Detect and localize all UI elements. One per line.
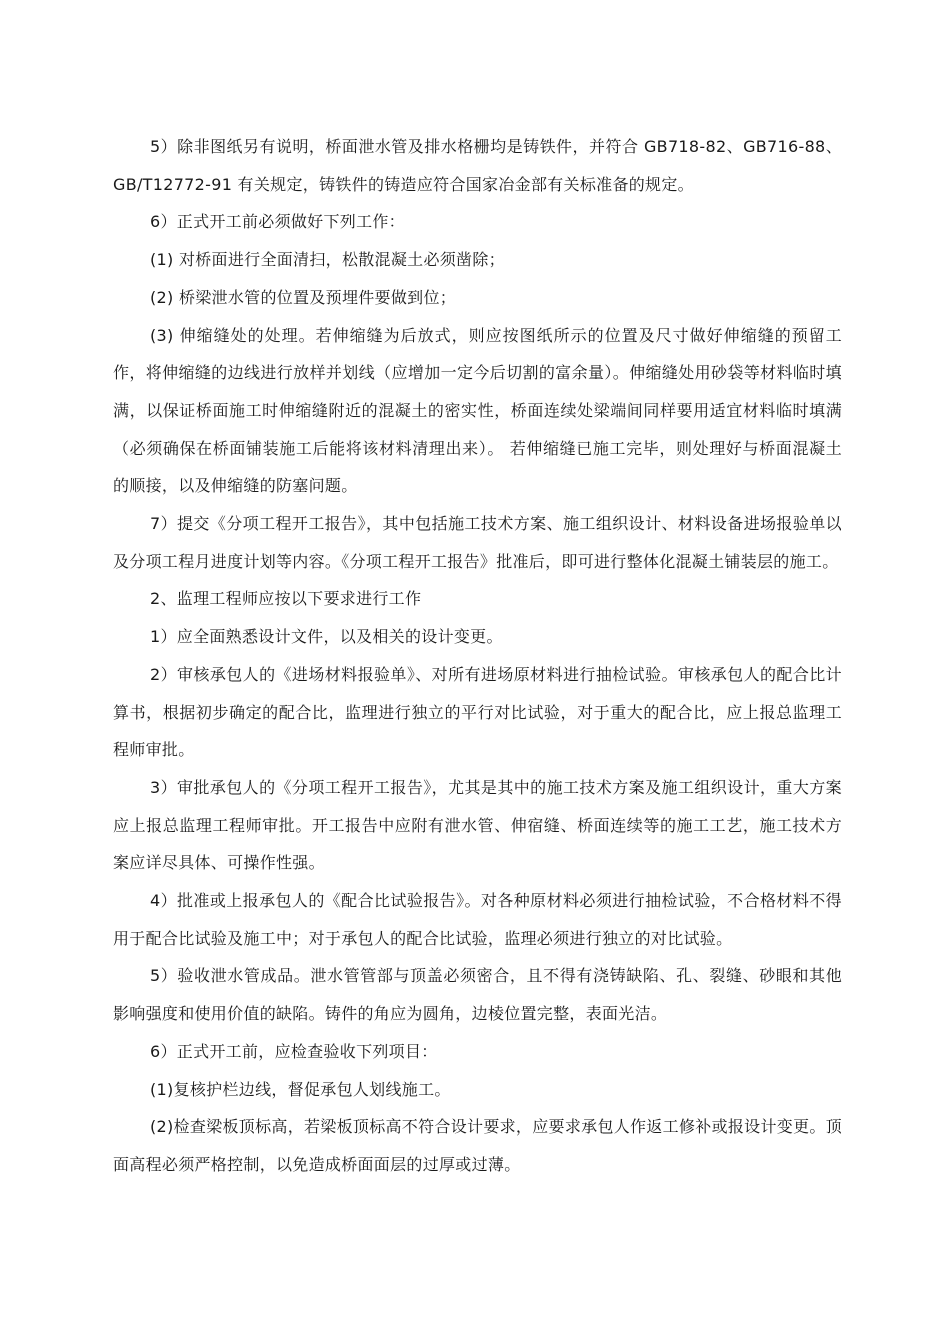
paragraph-item-6-pre-construction-work: 6）正式开工前必须做好下列工作： <box>150 212 405 232</box>
document-body <box>113 128 842 1184</box>
paragraph-supervisor-subitem-2: (2)检查梁板顶标高，若梁板顶标高不符合设计要求，应要求承包人作返工修补或报设计变更。顶面高程必须严格控制，以免造成桥面面层的过厚或过薄。 <box>113 1117 842 1174</box>
paragraph-item-7-start-report: 7）提交《分项工程开工报告》，其中包括施工技术方案、施工组织设计、材料设备进场报验单以及分项工程月进度计划等内容。《分项工程开工报告》批准后，即可进行整体化混凝土铺装层的施工。 <box>113 514 842 571</box>
paragraph-supervisor-item-4: 4）批准或上报承包人的《配合比试验报告》。对各种原材料必须进行抽检试验，不合格材料不得用于配合比试验及施工中；对于承包人的配合比试验，监理必须进行独立的对比试验。 <box>113 891 842 948</box>
paragraph-supervisor-item-2: 2）审核承包人的《进场材料报验单》、对所有进场原材料进行抽检试验。审核承包人的配合比计算书，根据初步确定的配合比，监理进行独立的平行对比试验，对于重大的配合比，应上报总监理工程师审批。 <box>113 664 842 760</box>
paragraph-supervisor-item-6: 6）正式开工前，应检查验收下列项目： <box>150 1041 438 1061</box>
paragraph-subitem-3-expansion-joints: (3) 伸缩缝处的处理。若伸缩缝为后放式，则应按图纸所示的位置及尺寸做好伸缩缝的预留工作，将伸缩缝的边线进行放样并划线（应增加一定今后切割的富余量）。伸缩缝处用砂袋等材料临时填满，以保证桥面施工时伸缩缝附近的混凝土的密实性，桥面连续处梁端间同样要用适宜材料临时填满（必须确保在桥面铺装施工后能将该材料清理出来）。 若伸缩缝已施工完毕，则处理好与桥面混凝土的顺接，以及伸缩缝的防塞问题。 <box>113 325 842 496</box>
paragraph-supervisor-subitem-1: (1)复核护栏边线，督促承包人划线施工。 <box>150 1079 451 1099</box>
paragraph-subitem-2-drain-pipes: (2) 桥梁泄水管的位置及预埋件要做到位； <box>150 287 457 307</box>
section-heading-supervisor-requirements: 2、监理工程师应按以下要求进行工作 <box>150 589 422 609</box>
paragraph-item-5-drainage-castings: 5）除非图纸另有说明，桥面泄水管及排水格栅均是铸铁件，并符合 GB718-82、GB716-88、GB/T12772-91 有关规定，铸铁件的铸造应符合国家冶金部有关标准备的规定。 <box>113 137 842 194</box>
paragraph-subitem-1-cleaning: (1) 对桥面进行全面清扫，松散混凝土必须凿除； <box>150 250 505 270</box>
paragraph-supervisor-item-5: 5）验收泄水管成品。泄水管管部与顶盖必须密合，且不得有浇铸缺陷、孔、裂缝、砂眼和其他影响强度和使用价值的缺陷。铸件的角应为圆角，边棱位置完整，表面光洁。 <box>113 966 842 1024</box>
paragraph-supervisor-item-1: 1）应全面熟悉设计文件，以及相关的设计变更。 <box>150 627 503 647</box>
paragraph-supervisor-item-3: 3）审批承包人的《分项工程开工报告》，尤其是其中的施工技术方案及施工组织设计，重大方案应上报总监理工程师审批。开工报告中应附有泄水管、伸宿缝、桥面连续等的施工工艺，施工技术方案应详尽具体、可操作性强。 <box>113 777 842 873</box>
